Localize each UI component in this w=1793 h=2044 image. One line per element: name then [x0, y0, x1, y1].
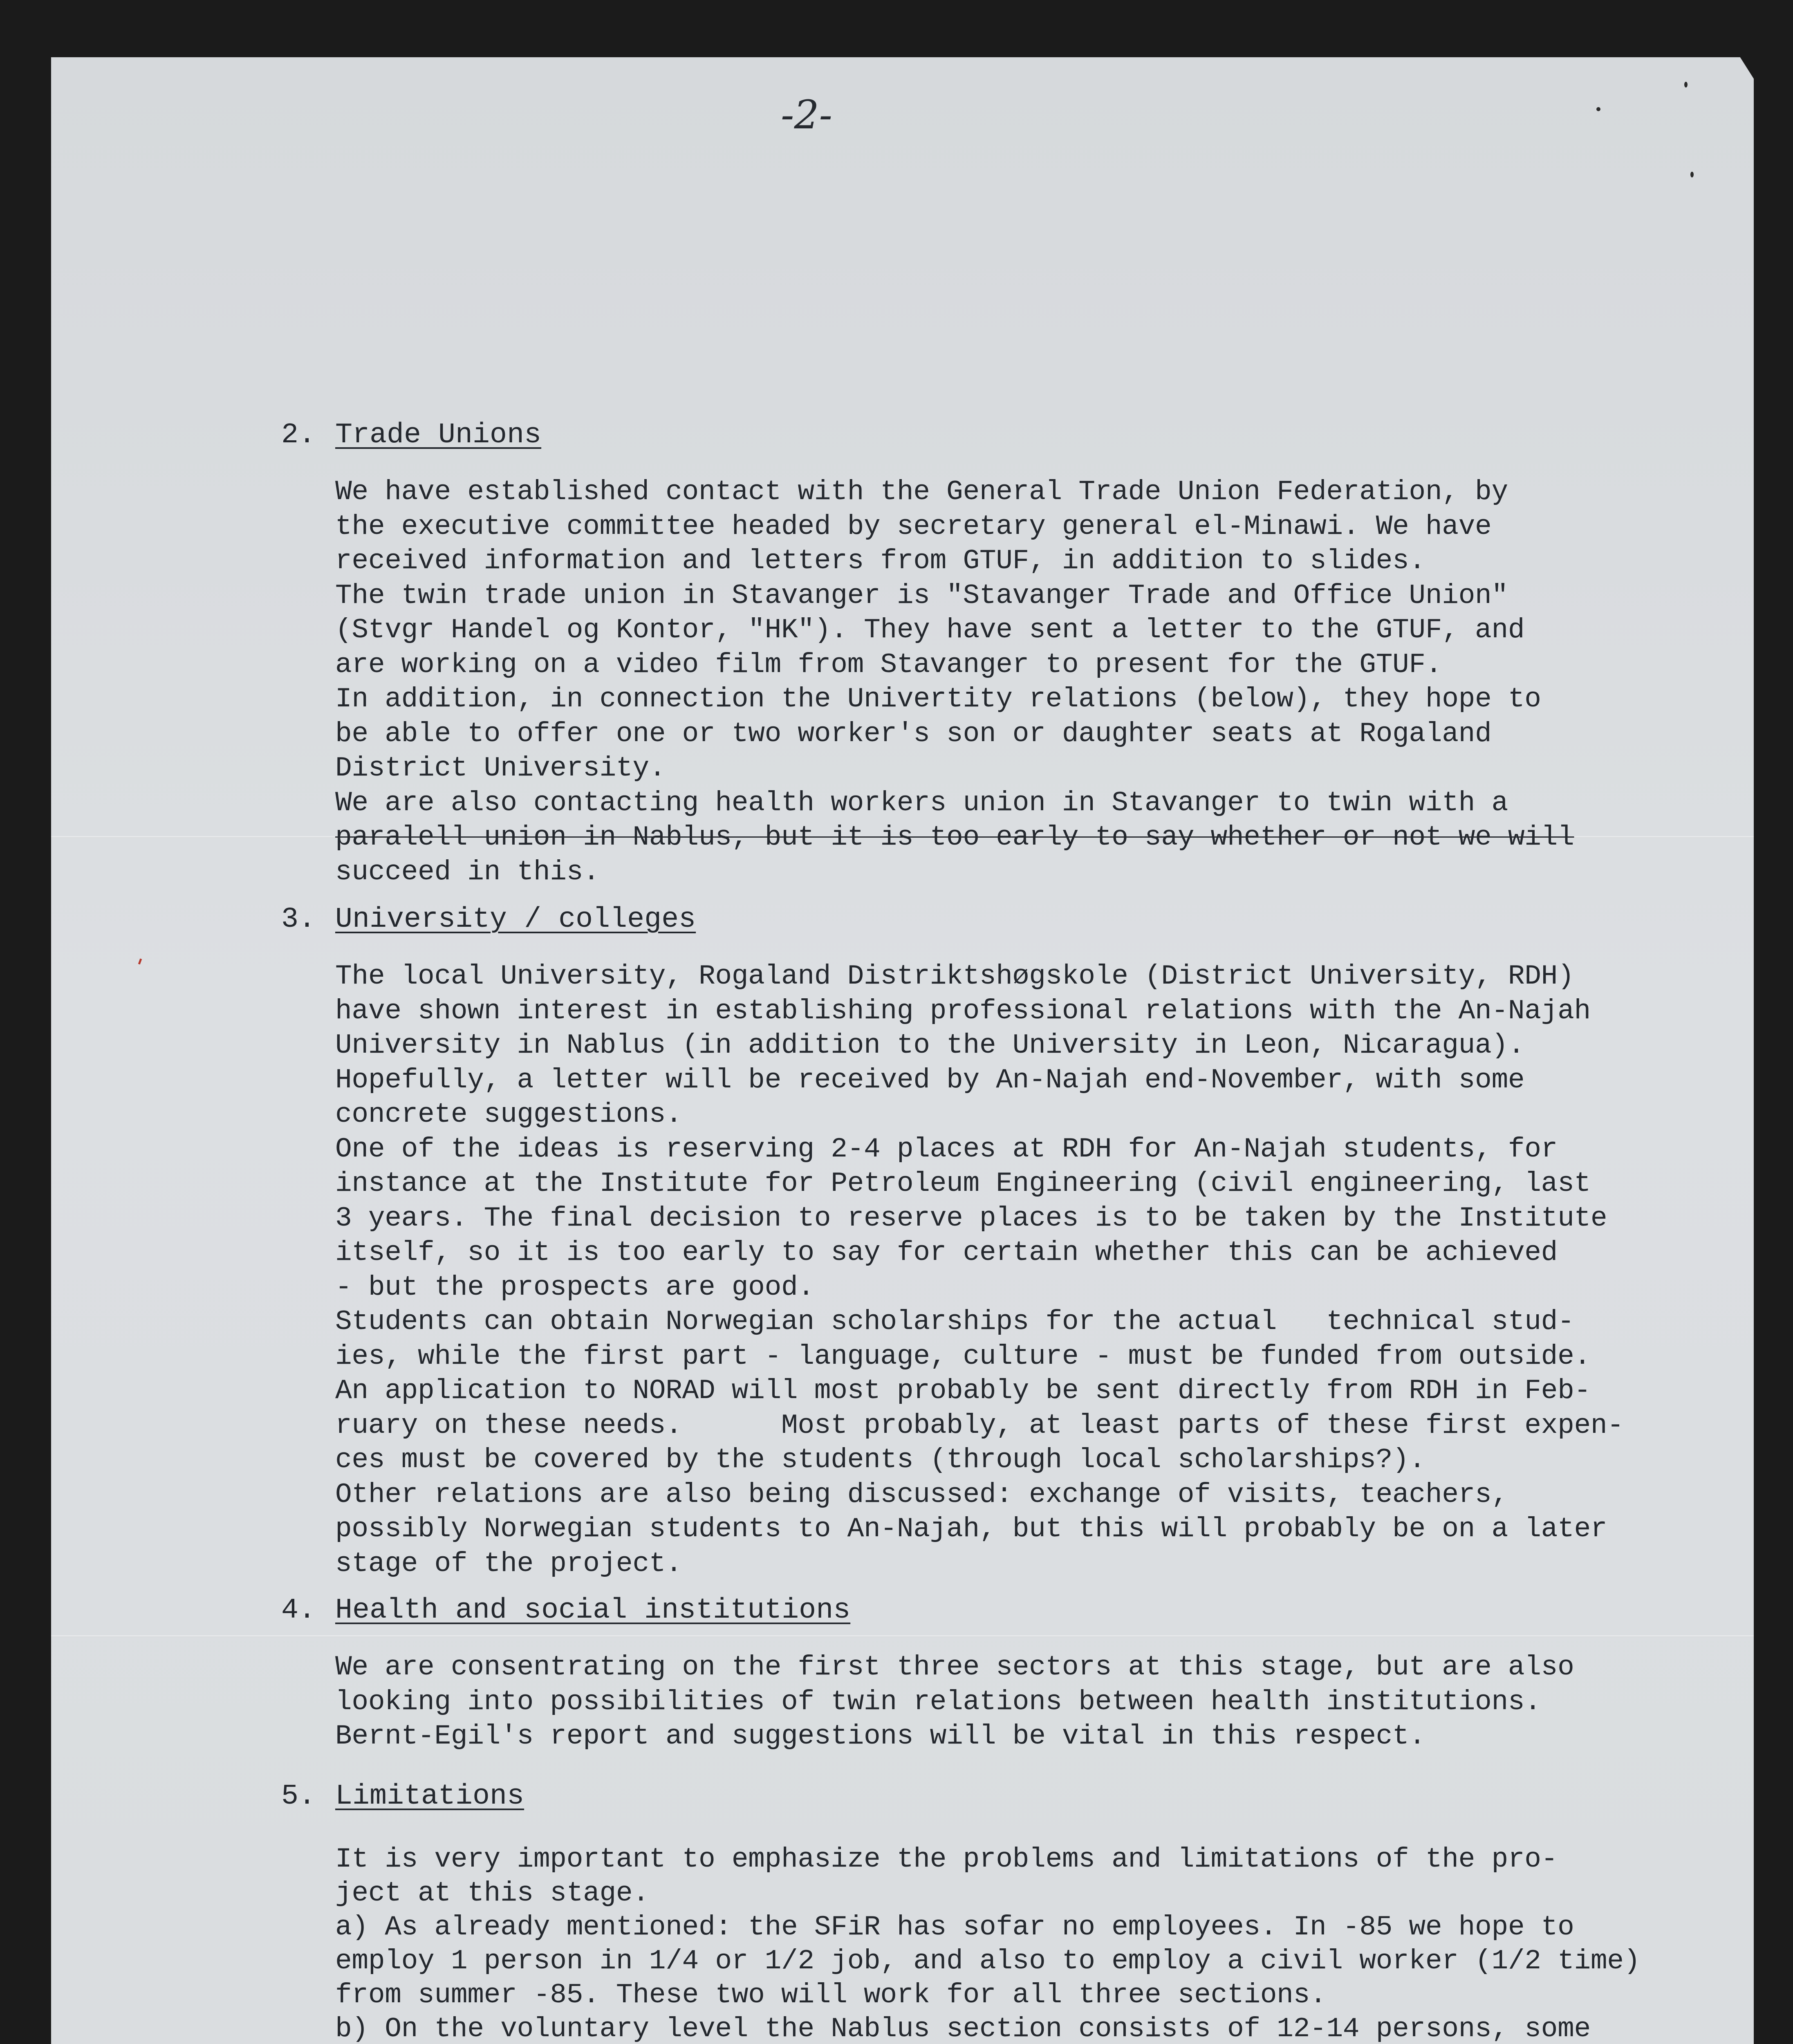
text-line: We have established contact with the General Trade Union Federation, by: [335, 476, 1508, 508]
text-line: We are also contacting health workers union in Stavanger to twin with a: [335, 787, 1508, 819]
text-line: Students can obtain Norwegian scholarships for the actual technical stud-: [335, 1306, 1574, 1338]
text-line: Other relations are also being discussed: exchange of visits, teachers,: [335, 1479, 1508, 1511]
ink-speck: [1684, 82, 1688, 87]
section-number: 4.: [281, 1594, 316, 1627]
section-title: Health and social institutions: [335, 1594, 851, 1627]
text-line: concrete suggestions.: [335, 1099, 682, 1130]
section-limitations: [282, 1778, 1705, 2044]
section-trade-unions: [282, 417, 1705, 890]
section-body: [335, 430, 1705, 890]
text-line: It is very important to emphasize the problems and limitations of the pro-: [335, 1844, 1558, 1875]
text-line: from summer -85. These two will work for all three sections.: [335, 1979, 1327, 2011]
ink-speck: [1596, 107, 1600, 111]
page-number: -2-: [781, 92, 832, 138]
text-line: received information and letters from GTUF, in addition to slides.: [335, 545, 1425, 577]
text-line-struck: paralell union in Nablus, but it is too early to say whether or not we will: [335, 822, 1574, 853]
text-line: ces must be covered by the students (through local scholarships?).: [335, 1444, 1425, 1476]
section-health-social: [282, 1592, 1705, 1754]
section-number: 2.: [281, 419, 316, 451]
text-line: Bernt-Egil's report and suggestions will be vital in this respect.: [335, 1721, 1425, 1752]
text-line: looking into possibilities of twin relations between health institutions.: [335, 1686, 1541, 1718]
section-university-colleges: [282, 901, 1705, 1581]
text-line: possibly Norwegian students to An-Najah, but this will probably be on a later: [335, 1513, 1607, 1545]
text-line: University in Nablus (in addition to the University in Leon, Nicaragua).: [335, 1030, 1525, 1061]
section-title: University / colleges: [335, 903, 696, 936]
text-line: In addition, in connection the Univertity relations (below), they hope to: [335, 684, 1541, 715]
section-title: Limitations: [335, 1780, 524, 1813]
text-line: have shown interest in establishing professional relations with the An-Najah: [335, 995, 1591, 1027]
text-line: are working on a video film from Stavanger to present for the GTUF.: [335, 649, 1442, 681]
section-title: Trade Unions: [335, 419, 542, 451]
text-line: be able to offer one or two worker's son or daughter seats at Rogaland: [335, 718, 1492, 750]
section-number: 5.: [281, 1780, 316, 1813]
text-line: We are consentrating on the first three sectors at this stage, but are also: [335, 1652, 1574, 1683]
text-line: ies, while the first part - language, culture - must be funded from outside.: [335, 1340, 1591, 1372]
text-line: The twin trade union in Stavanger is "Stavanger Trade and Office Union": [335, 580, 1508, 612]
text-line: stage of the project.: [335, 1548, 682, 1580]
text-line: District University.: [335, 753, 666, 784]
text-line: - but the prospects are good.: [335, 1271, 814, 1303]
text-line: (Stvgr Handel og Kontor, "HK"). They have sent a letter to the GTUF, and: [335, 614, 1525, 646]
section-body: [335, 1791, 1705, 2044]
ink-speck: [1690, 172, 1694, 177]
text-line: the executive committee headed by secretary general el-Minawi. We have: [335, 511, 1492, 542]
text-line: b) On the voluntary level the Nablus section consists of 12-14 persons, some: [335, 2013, 1591, 2044]
text-line: An application to NORAD will most probably be sent directly from RDH in Feb-: [335, 1375, 1591, 1407]
text-line: instance at the Institute for Petroleum Engineering (civil engineering, last: [335, 1168, 1591, 1199]
text-line: itself, so it is too early to say for certain whether this can be achieved: [335, 1237, 1558, 1269]
text-line: ruary on these needs. Most probably, at least parts of these first expen-: [335, 1410, 1624, 1441]
text-line: Hopefully, a letter will be received by An-Najah end-November, with some: [335, 1064, 1525, 1096]
text-line: a) As already mentioned: the SFiR has sofar no employees. In -85 we hope to: [335, 1912, 1574, 1943]
text-line: 3 years. The final decision to reserve places is to be taken by the Institute: [335, 1202, 1607, 1234]
text-line: employ 1 person in 1/4 or 1/2 job, and also to employ a civil worker (1/2 time): [335, 1945, 1641, 1977]
text-line: succeed in this.: [335, 856, 600, 888]
section-number: 3.: [281, 903, 316, 936]
section-body: [335, 914, 1705, 1581]
text-line: One of the ideas is reserving 2-4 places at RDH for An-Najah students, for: [335, 1133, 1558, 1165]
text-line: The local University, Rogaland Distriktshøgskole (District University, RDH): [335, 961, 1574, 992]
text-line: ject at this stage.: [335, 1878, 649, 1909]
